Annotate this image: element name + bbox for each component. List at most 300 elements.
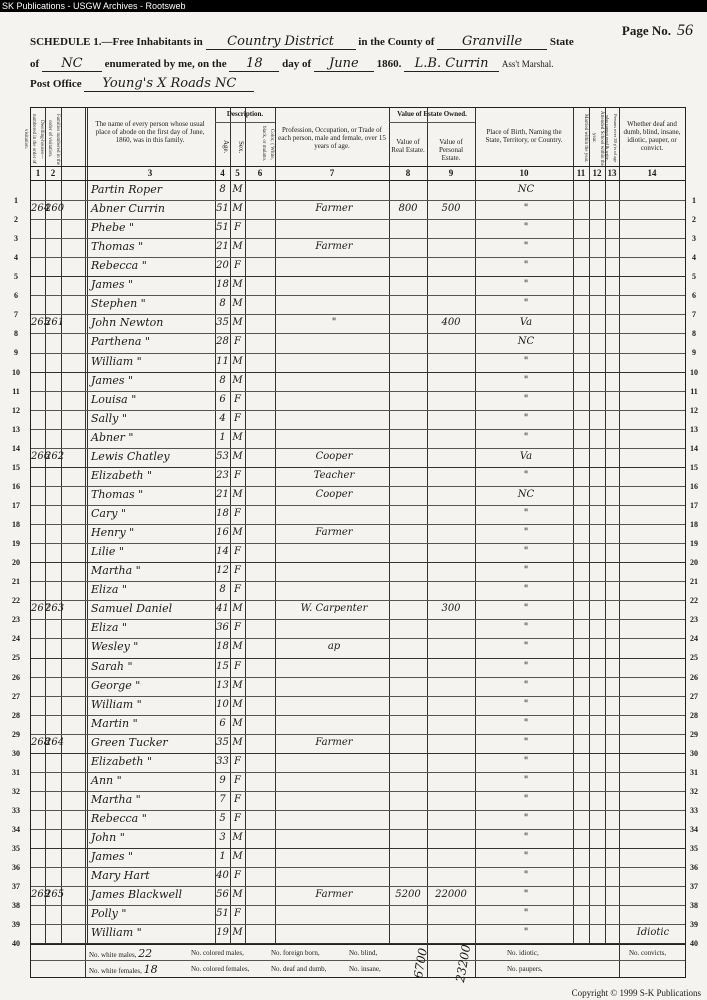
marshal-label: Ass't Marshal. bbox=[501, 59, 554, 69]
person-name: Lilie " bbox=[91, 545, 124, 559]
person-age: 9 bbox=[219, 774, 226, 786]
person-sex: F bbox=[234, 660, 241, 672]
line-number: 1 bbox=[14, 196, 18, 205]
person-sex: F bbox=[234, 336, 241, 348]
year-text: 1860. bbox=[376, 58, 402, 70]
line-number: 2 bbox=[692, 215, 696, 225]
day-field: 18 bbox=[229, 56, 279, 72]
person-sex: M bbox=[232, 698, 243, 710]
col-header-5: Sex. bbox=[237, 140, 245, 154]
family-number: 261 bbox=[45, 317, 65, 329]
birthplace: " bbox=[523, 698, 529, 710]
header-text-2c: day of bbox=[282, 58, 312, 70]
person-sex: M bbox=[232, 317, 243, 329]
person-sex: M bbox=[232, 851, 243, 863]
line-number: 26 bbox=[690, 672, 698, 682]
person-age: 14 bbox=[216, 546, 229, 558]
column-number: 10 bbox=[519, 168, 529, 178]
line-number: 2 bbox=[14, 215, 18, 225]
birthplace: " bbox=[523, 412, 529, 424]
person-age: 41 bbox=[216, 603, 229, 615]
person-name: Polly " bbox=[91, 907, 127, 921]
col-header-1: Dwelling-houses—numbered in the order of visitation. bbox=[23, 114, 44, 164]
person-age: 18 bbox=[216, 641, 229, 653]
person-sex: M bbox=[232, 889, 243, 901]
page-number bbox=[622, 22, 693, 40]
line-number: 26 bbox=[12, 672, 20, 682]
state-field: NC bbox=[42, 56, 102, 72]
column-number: 3 bbox=[147, 168, 153, 178]
person-name: Eliza " bbox=[91, 621, 127, 635]
person-sex: F bbox=[234, 508, 241, 520]
person-age: 35 bbox=[216, 736, 229, 748]
person-sex: F bbox=[234, 774, 241, 786]
person-name: Thomas " bbox=[91, 487, 144, 501]
line-number: 29 bbox=[690, 729, 698, 739]
line-number: 13 bbox=[690, 424, 698, 434]
condition-note: Idiotic bbox=[636, 927, 670, 939]
insane-label: No. insane, bbox=[349, 965, 381, 973]
col-header-2: Families numbered in the order of visitation. bbox=[47, 113, 60, 165]
idiotic-label: No. idiotic, bbox=[507, 949, 539, 957]
line-number: 35 bbox=[690, 844, 698, 854]
birthplace: " bbox=[523, 755, 529, 767]
person-age: 23 bbox=[216, 469, 229, 481]
person-sex: M bbox=[232, 603, 243, 615]
person-name: Parthena " bbox=[91, 335, 150, 349]
line-number: 30 bbox=[690, 748, 698, 758]
line-number: 6 bbox=[14, 291, 18, 301]
birthplace: " bbox=[523, 660, 529, 672]
line-number: 20 bbox=[690, 558, 698, 568]
person-name: Martha " bbox=[91, 792, 141, 806]
line-number: 27 bbox=[12, 691, 20, 701]
white-males-summary bbox=[89, 947, 152, 960]
person-age: 8 bbox=[219, 374, 226, 386]
line-number: 35 bbox=[12, 844, 20, 854]
person-sex: M bbox=[232, 832, 243, 844]
dwelling-number: 264 bbox=[31, 203, 51, 215]
person-name: Abner Currin bbox=[91, 202, 165, 216]
col-header-9: Value of Personal Estate. bbox=[438, 138, 464, 162]
person-name: Stephen " bbox=[91, 297, 146, 311]
person-name: Rebecca " bbox=[91, 259, 147, 273]
line-number: 16 bbox=[12, 481, 20, 491]
col-header-11: Married within the year. bbox=[583, 113, 588, 163]
person-name: James Blackwell bbox=[91, 888, 182, 902]
column-number: 9 bbox=[448, 168, 454, 178]
district-field: Country District bbox=[206, 34, 356, 50]
page-value: 56 bbox=[677, 22, 693, 39]
line-number: 13 bbox=[12, 424, 20, 434]
person-age: 36 bbox=[216, 622, 229, 634]
line-number: 25 bbox=[690, 653, 698, 663]
line-number: 23 bbox=[12, 615, 20, 625]
person-age: 20 bbox=[216, 260, 229, 272]
birthplace: " bbox=[523, 622, 529, 634]
birthplace: NC bbox=[517, 336, 535, 348]
birthplace: " bbox=[523, 355, 529, 367]
column-number: 4 bbox=[220, 168, 225, 178]
line-number: 9 bbox=[14, 348, 18, 358]
person-sex: M bbox=[232, 431, 243, 443]
person-sex: M bbox=[232, 450, 243, 462]
person-age: 1 bbox=[219, 851, 226, 863]
personal-estate-value: 22000 bbox=[435, 889, 467, 901]
deaf-dumb-label: No. deaf and dumb, bbox=[271, 965, 327, 973]
dwelling-number: 269 bbox=[31, 889, 51, 901]
post-office-field: Young's X Roads NC bbox=[84, 76, 254, 92]
family-number: 260 bbox=[45, 203, 65, 215]
person-name: Samuel Daniel bbox=[91, 602, 173, 616]
white-males-value: 22 bbox=[138, 947, 153, 960]
line-number: 31 bbox=[690, 767, 698, 777]
line-number: 1 bbox=[692, 196, 696, 205]
person-sex: F bbox=[234, 546, 241, 558]
person-name: Martha " bbox=[91, 564, 141, 578]
column-number: 2 bbox=[50, 168, 56, 178]
dwelling-number: 266 bbox=[31, 450, 51, 462]
column-number: 11 bbox=[576, 168, 586, 178]
birthplace: " bbox=[523, 717, 529, 729]
person-sex: M bbox=[232, 241, 243, 253]
person-age: 1 bbox=[219, 431, 226, 443]
person-age: 51 bbox=[216, 203, 229, 215]
person-occupation: Farmer bbox=[315, 736, 353, 748]
line-number: 19 bbox=[12, 539, 20, 549]
line-number: 34 bbox=[12, 824, 20, 834]
line-number: 24 bbox=[690, 634, 698, 644]
person-name: Sarah " bbox=[91, 659, 133, 673]
birthplace: " bbox=[523, 793, 529, 805]
line-number: 4 bbox=[692, 253, 696, 263]
line-number: 19 bbox=[690, 539, 698, 549]
person-sex: M bbox=[232, 279, 243, 291]
line-number: 10 bbox=[12, 367, 20, 377]
person-sex: F bbox=[234, 812, 241, 824]
person-name: John Newton bbox=[91, 316, 164, 330]
person-sex: M bbox=[232, 927, 243, 939]
line-number: 37 bbox=[12, 882, 20, 892]
line-number: 3 bbox=[14, 234, 18, 244]
person-name: James " bbox=[91, 278, 134, 292]
birthplace: " bbox=[523, 584, 529, 596]
family-number: 264 bbox=[45, 736, 65, 748]
line-number: 40 bbox=[12, 939, 20, 949]
person-age: 7 bbox=[219, 793, 226, 805]
birthplace: " bbox=[523, 565, 529, 577]
person-name: Rebecca " bbox=[91, 811, 147, 825]
line-number: 21 bbox=[12, 577, 20, 587]
marshal-field: L.B. Currin bbox=[404, 56, 499, 72]
description-header: Description. bbox=[226, 110, 264, 118]
birthplace: NC bbox=[517, 488, 535, 500]
person-age: 21 bbox=[216, 241, 229, 253]
birthplace: " bbox=[523, 889, 529, 901]
birthplace: " bbox=[523, 870, 529, 882]
birthplace: " bbox=[523, 679, 529, 691]
header-line-3 bbox=[30, 76, 254, 92]
person-sex: F bbox=[234, 870, 241, 882]
line-number: 12 bbox=[12, 405, 20, 415]
line-number: 36 bbox=[690, 863, 698, 873]
line-number: 5 bbox=[14, 272, 18, 282]
white-males-label: No. white males, bbox=[89, 951, 137, 959]
person-age: 8 bbox=[219, 184, 226, 195]
col-header-14: Whether deaf and dumb, blind, insane, idiotic, pauper, or convict. bbox=[623, 120, 681, 152]
person-name: Elizabeth " bbox=[91, 754, 153, 768]
person-sex: F bbox=[234, 260, 241, 272]
column-number: 6 bbox=[257, 168, 263, 178]
col-header-7: Profession, Occupation, or Trade of each person, male and female, over 15 years of age. bbox=[278, 126, 386, 150]
person-name: Phebe " bbox=[91, 221, 135, 235]
header-text-2a: of bbox=[30, 58, 40, 70]
person-name: Abner " bbox=[91, 430, 134, 444]
line-number: 14 bbox=[12, 443, 20, 453]
person-name: Partin Roper bbox=[91, 183, 162, 196]
post-office-label: Post Office bbox=[30, 78, 82, 90]
person-sex: M bbox=[232, 355, 243, 367]
person-age: 8 bbox=[219, 584, 226, 596]
person-name: Martin " bbox=[91, 716, 138, 730]
person-age: 10 bbox=[216, 698, 229, 710]
person-sex: F bbox=[234, 793, 241, 805]
line-number: 37 bbox=[690, 882, 698, 892]
line-number: 4 bbox=[14, 253, 18, 263]
line-number: 32 bbox=[690, 786, 698, 796]
person-age: 21 bbox=[216, 488, 229, 500]
line-number: 38 bbox=[690, 901, 698, 911]
line-number: 8 bbox=[14, 329, 18, 339]
col-header-8: Value of Real Estate. bbox=[391, 138, 425, 154]
line-number: 24 bbox=[12, 634, 20, 644]
person-sex: F bbox=[234, 222, 241, 234]
person-age: 19 bbox=[216, 927, 229, 939]
birthplace: " bbox=[523, 527, 529, 539]
person-occupation: ap bbox=[327, 641, 341, 653]
birthplace: " bbox=[523, 508, 529, 520]
line-number: 14 bbox=[690, 443, 698, 453]
census-footer bbox=[30, 943, 686, 984]
person-name: Henry " bbox=[91, 526, 135, 540]
line-number: 18 bbox=[12, 520, 20, 530]
birthplace: " bbox=[523, 469, 529, 481]
birthplace: " bbox=[523, 393, 529, 405]
colored-females-label: No. colored females, bbox=[191, 965, 250, 973]
paupers-label: No. paupers, bbox=[507, 965, 543, 973]
birthplace: " bbox=[523, 736, 529, 748]
birthplace: " bbox=[523, 774, 529, 786]
person-name: Louisa " bbox=[91, 392, 137, 406]
line-number: 15 bbox=[12, 462, 20, 472]
col-header-3: The name of every person whose usual place of abode on the first day of June, 1860, was in this family. bbox=[95, 120, 205, 144]
header-line-1 bbox=[30, 34, 574, 50]
line-number: 7 bbox=[692, 310, 696, 320]
line-number: 39 bbox=[690, 920, 698, 930]
line-number: 33 bbox=[690, 805, 698, 815]
birthplace: " bbox=[523, 279, 529, 291]
personal-estate-value: 300 bbox=[441, 603, 461, 615]
person-sex: M bbox=[232, 641, 243, 653]
person-name: Wesley " bbox=[91, 640, 139, 654]
person-age: 35 bbox=[216, 317, 229, 329]
person-sex: M bbox=[232, 184, 243, 195]
col-header-13: Persons over 20 y'rs of age who cannot read & write. bbox=[605, 113, 618, 163]
person-name: George " bbox=[91, 678, 141, 692]
birthplace: " bbox=[523, 927, 529, 939]
foreign-born-label: No. foreign born, bbox=[271, 949, 320, 957]
birthplace: " bbox=[523, 431, 529, 443]
person-occupation: Cooper bbox=[315, 488, 353, 500]
census-table bbox=[23, 107, 686, 945]
person-name: Ann " bbox=[91, 773, 122, 787]
line-number: 32 bbox=[12, 786, 20, 796]
family-number: 265 bbox=[45, 889, 65, 901]
total-personal-estate: 23200 bbox=[453, 943, 474, 984]
col-header-6: Color, { White, black, or mulatto. bbox=[261, 126, 274, 162]
person-name: Eliza " bbox=[91, 583, 127, 597]
person-sex: F bbox=[234, 755, 241, 767]
line-number: 28 bbox=[12, 710, 20, 720]
person-name: John " bbox=[91, 831, 125, 845]
page-label: Page No. bbox=[621, 23, 671, 38]
person-name: William " bbox=[91, 926, 142, 940]
person-sex: M bbox=[232, 736, 243, 748]
line-number: 7 bbox=[14, 310, 18, 320]
person-sex: F bbox=[234, 908, 241, 920]
person-age: 16 bbox=[216, 527, 229, 539]
line-number: 30 bbox=[12, 748, 20, 758]
white-females-value: 18 bbox=[143, 963, 158, 976]
person-name: William " bbox=[91, 697, 142, 711]
banner-bar bbox=[0, 0, 707, 12]
birthplace: Va bbox=[519, 317, 533, 329]
birthplace: " bbox=[523, 641, 529, 653]
person-age: 4 bbox=[219, 412, 226, 424]
person-sex: F bbox=[234, 565, 241, 577]
line-number: 39 bbox=[12, 920, 20, 930]
person-age: 40 bbox=[216, 870, 229, 882]
person-name: William " bbox=[91, 354, 142, 368]
birthplace: " bbox=[523, 908, 529, 920]
line-number: 9 bbox=[692, 348, 696, 358]
person-age: 6 bbox=[219, 717, 226, 729]
column-number: 7 bbox=[329, 168, 335, 178]
person-sex: F bbox=[234, 622, 241, 634]
line-number: 15 bbox=[690, 462, 698, 472]
person-sex: M bbox=[232, 679, 243, 691]
header-text-1c: State bbox=[549, 36, 574, 48]
line-number: 22 bbox=[12, 596, 20, 606]
birthplace: " bbox=[523, 222, 529, 234]
person-age: 3 bbox=[219, 832, 226, 844]
person-name: Sally " bbox=[91, 411, 127, 425]
person-sex: M bbox=[232, 203, 243, 215]
person-sex: F bbox=[234, 393, 241, 405]
person-age: 18 bbox=[216, 508, 229, 520]
column-number: 1 bbox=[35, 168, 41, 178]
person-age: 8 bbox=[219, 298, 226, 310]
birthplace: " bbox=[523, 851, 529, 863]
person-sex: F bbox=[234, 469, 241, 481]
real-estate-value: 5200 bbox=[395, 889, 421, 901]
birthplace: " bbox=[523, 546, 529, 558]
line-number: 25 bbox=[12, 653, 20, 663]
person-age: 28 bbox=[216, 336, 229, 348]
dwelling-number: 265 bbox=[31, 317, 51, 329]
column-number: 12 bbox=[592, 168, 602, 178]
line-number: 21 bbox=[690, 577, 698, 587]
line-number: 17 bbox=[12, 500, 20, 510]
person-sex: F bbox=[234, 412, 241, 424]
birthplace: " bbox=[523, 241, 529, 253]
person-name: Mary Hart bbox=[91, 869, 150, 883]
family-number: 262 bbox=[45, 450, 65, 462]
person-sex: M bbox=[232, 488, 243, 500]
person-age: 11 bbox=[216, 355, 229, 367]
person-occupation: W. Carpenter bbox=[300, 603, 368, 615]
person-age: 12 bbox=[216, 565, 229, 577]
line-number: 18 bbox=[690, 520, 698, 530]
person-age: 51 bbox=[216, 222, 229, 234]
person-occupation: Farmer bbox=[315, 203, 353, 215]
colored-males-label: No. colored males, bbox=[191, 949, 244, 957]
header-text-1a: SCHEDULE 1.—Free Inhabitants in bbox=[30, 36, 203, 48]
line-number: 11 bbox=[12, 386, 20, 396]
line-number: 28 bbox=[690, 710, 698, 720]
line-number: 8 bbox=[692, 329, 696, 339]
line-number: 36 bbox=[12, 863, 20, 873]
birthplace: Va bbox=[519, 450, 533, 462]
person-age: 5 bbox=[219, 812, 226, 824]
person-age: 51 bbox=[216, 908, 229, 920]
family-number: 263 bbox=[45, 603, 65, 615]
line-number: 20 bbox=[12, 558, 20, 568]
birthplace: NC bbox=[517, 184, 535, 195]
person-occupation: Farmer bbox=[315, 889, 353, 901]
dwelling-number: 268 bbox=[31, 736, 51, 748]
line-number: 17 bbox=[690, 500, 698, 510]
estate-header: Value of Estate Owned. bbox=[397, 110, 467, 118]
person-age: 13 bbox=[216, 679, 229, 691]
col-header-10: Place of Birth, Naming the State, Territory, or Country. bbox=[485, 128, 563, 144]
line-number: 11 bbox=[690, 386, 698, 396]
person-name: Lewis Chatley bbox=[91, 449, 170, 463]
person-occupation: Cooper bbox=[315, 450, 353, 462]
line-number: 10 bbox=[690, 367, 698, 377]
column-number: 13 bbox=[607, 168, 617, 178]
person-age: 6 bbox=[219, 393, 226, 405]
person-name: James " bbox=[91, 373, 134, 387]
person-age: 56 bbox=[216, 889, 229, 901]
blind-label: No. blind, bbox=[349, 949, 378, 957]
white-females-summary bbox=[89, 963, 158, 976]
birthplace: " bbox=[523, 298, 529, 310]
line-number: 38 bbox=[12, 901, 20, 911]
line-number: 12 bbox=[690, 405, 698, 415]
header-line-2 bbox=[30, 56, 553, 72]
person-name: Elizabeth " bbox=[91, 468, 153, 482]
convicts-label: No. convicts, bbox=[629, 949, 667, 957]
person-occupation: Teacher bbox=[313, 469, 355, 481]
month-field: June bbox=[314, 56, 374, 72]
person-sex: M bbox=[232, 527, 243, 539]
person-sex: M bbox=[232, 717, 243, 729]
person-age: 18 bbox=[216, 279, 229, 291]
copyright-notice: Copyright © 1999 S-K Publications bbox=[571, 988, 701, 998]
birthplace: " bbox=[523, 812, 529, 824]
line-number: 27 bbox=[690, 691, 698, 701]
